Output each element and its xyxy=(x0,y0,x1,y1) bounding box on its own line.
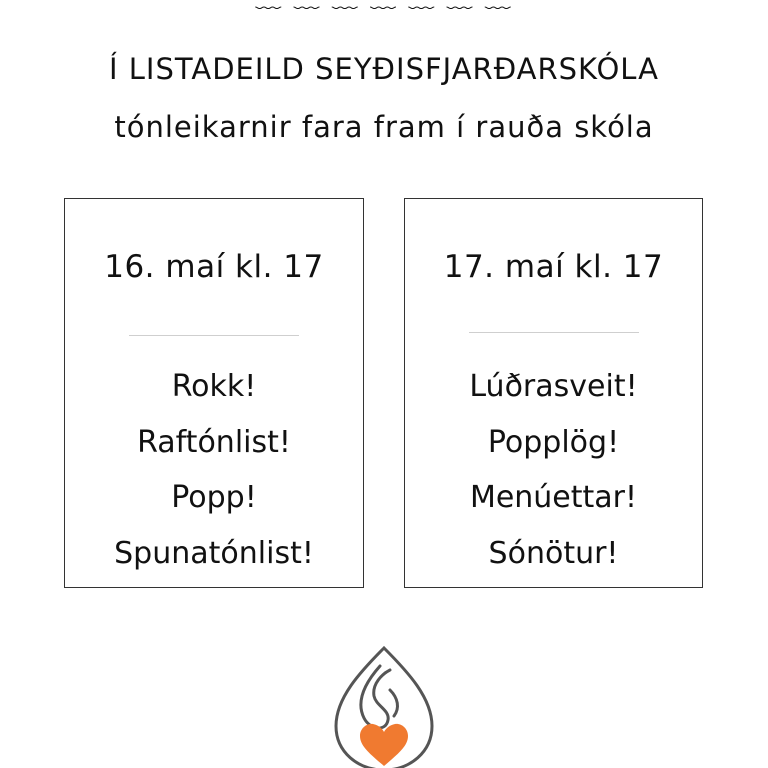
list-item: Sónötur! xyxy=(488,535,619,571)
heading-venue: tónleikarnir fara fram í rauða skóla xyxy=(114,110,654,144)
list-item: Popplög! xyxy=(487,424,620,460)
list-item: Raftónlist! xyxy=(137,424,291,460)
list-item: Menúettar! xyxy=(469,480,638,515)
program-list xyxy=(405,359,702,581)
list-item: Rokk! xyxy=(171,369,257,404)
divider xyxy=(469,332,639,333)
divider xyxy=(129,335,299,336)
flame-heart-logo-icon xyxy=(330,644,438,768)
concert-card-day2 xyxy=(404,198,703,588)
heading-school-name: Í LISTADEILD SEYÐISFJARÐARSKÓLA xyxy=(109,52,659,86)
concert-date: 17. maí kl. 17 xyxy=(443,249,664,285)
list-item: Popp! xyxy=(171,480,257,515)
concert-date: 16. maí kl. 17 xyxy=(104,249,324,285)
cropped-top-text xyxy=(0,0,768,15)
concert-card-day1 xyxy=(64,198,364,588)
list-item: Lúðrasveit! xyxy=(469,369,638,404)
list-item: Spunatónlist! xyxy=(114,535,314,571)
program-list xyxy=(65,359,363,581)
